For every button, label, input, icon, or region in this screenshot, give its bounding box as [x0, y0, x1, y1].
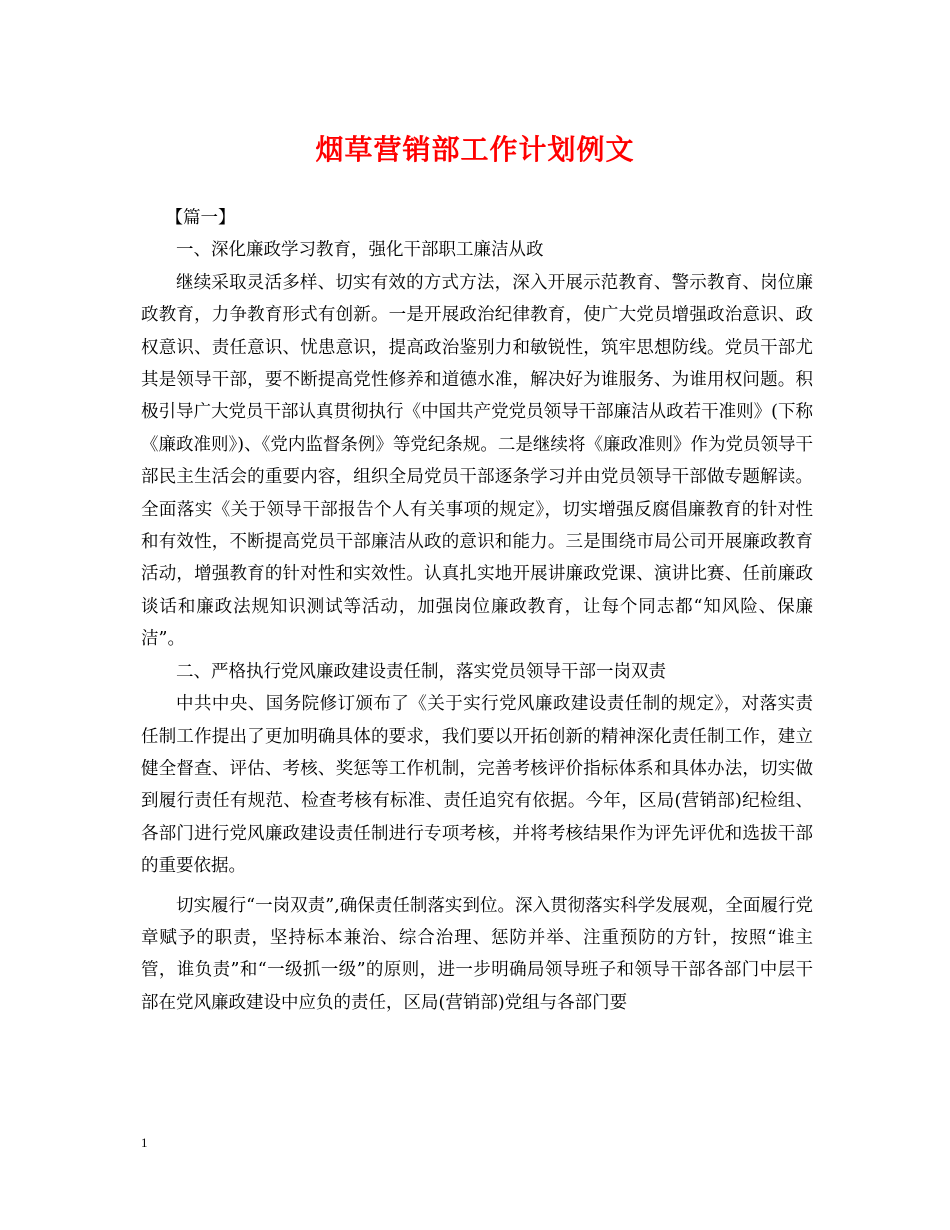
document-body [141, 202, 813, 1019]
paragraph-3: 切实履行“一岗双责”,确保责任制落实到位。深入贯彻落实科学发展观，全面履行党章赋予的职责，坚持标本兼治、综合治理、惩防并举、注重预防的方针，按照“谁主管，谁负责”和“一级抓一级”的原则，进一步明确局领导班子和领导干部各部门中层干部在党风廉政建设中应负的责任，区局(营销部)党组与各部门要 [141, 895, 813, 1013]
heading-2: 二、严格执行党风廉政建设责任制，落实党员领导干部一岗双责 [176, 661, 666, 682]
section-label: 【篇一】 [165, 208, 236, 228]
document-title: 烟草营销部工作计划例文 [315, 133, 635, 166]
paragraph-2: 中共中央、国务院修订颁布了《关于实行党风廉政建设责任制的规定》，对落实责任制工作提出了更加明确具体的要求，我们要以开拓创新的精神深化责任制工作，建立健全督查、评估、考核、奖惩等工作机制，完善考核评价指标体系和具体办法，切实做到履行责任有规范、检查考核有标准、责任追究有依据。今年，区局(营销部)纪检组、各部门进行党风廉政建设责任制进行专项考核，并将考核结果作为评先评优和选拔干部的重要依据。 [141, 694, 813, 877]
heading-1: 一、深化廉政学习教育，强化干部职工廉洁从政 [176, 240, 544, 261]
page-number: 1 [141, 1135, 148, 1150]
paragraph-1: 继续采取灵活多样、切实有效的方式方法，深入开展示范教育、警示教育、岗位廉政教育，力争教育形式有创新。一是开展政治纪律教育，使广大党员增强政治意识、政权意识、责任意识、忧患意识，提高政治鉴别力和敏锐性，筑牢思想防线。党员干部尤其是领导干部，要不断提高党性修养和道德水准，解决好为谁服务、为谁用权问题。积极引导广大党员干部认真贯彻执行《中国共产党党员领导干部廉洁从政若干准则》(下称《廉政准则》)、《党内监督条例》等党纪条规。二是继续将《廉政准则》作为党员领导干部民主生活会的重要内容，组织全局党员干部逐条学习并由党员领导干部做专题解读。全面落实《关于领导干部报告个人有关事项的规定》，切实增强反腐倡廉教育的针对性和有效性，不断提高党员干部廉洁从政的意识和能力。三是围绕市局公司开展廉政教育活动，增强教育的针对性和实效性。认真扎实地开展讲廉政党课、演讲比赛、任前廉政谈话和廉政法规知识测试等活动，加强岗位廉政教育，让每个同志都“知风险、保廉洁”。 [141, 272, 813, 650]
